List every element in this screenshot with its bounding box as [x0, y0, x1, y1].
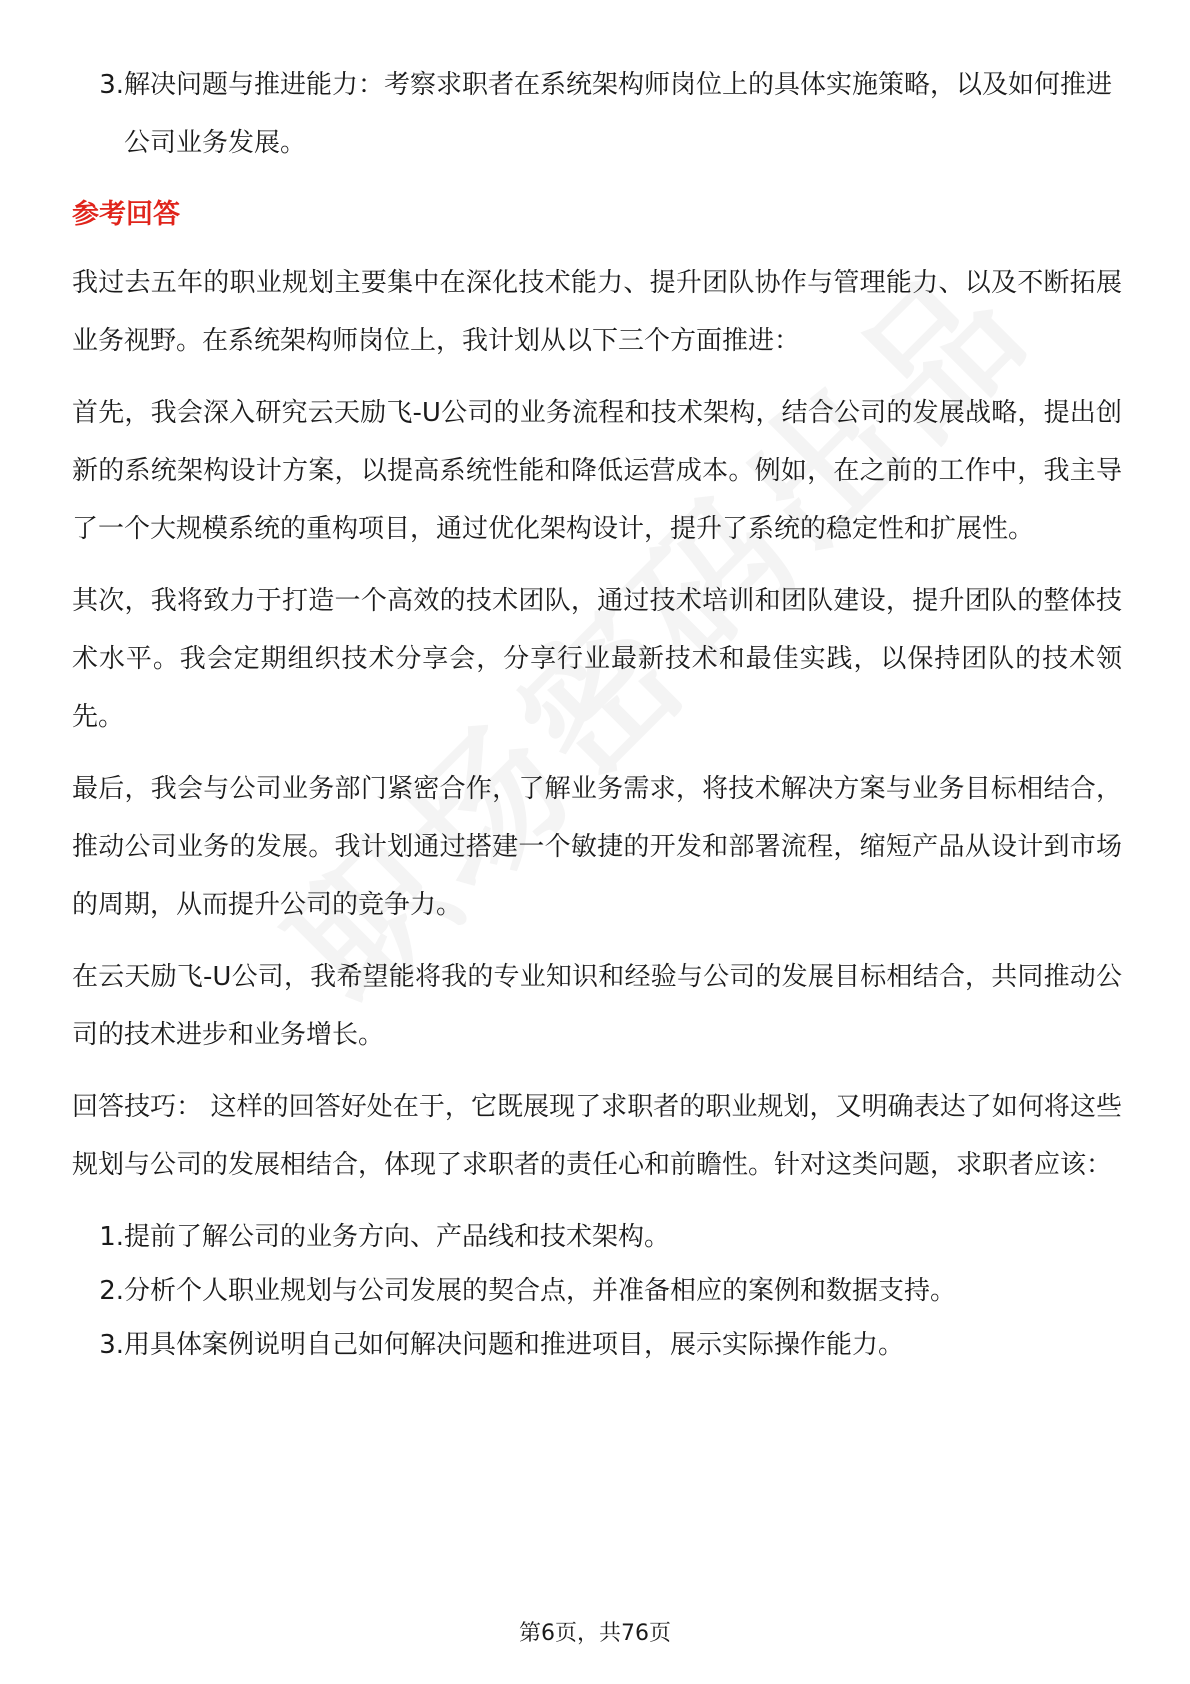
top-ordered-list	[72, 56, 1122, 172]
list-item-number: 3.	[99, 1330, 124, 1360]
list-item-text: 解决问题与推进能力：考察求职者在系统架构师岗位上的具体实施策略，以及如何推进公司业务发展。	[124, 70, 1113, 158]
answer-paragraph: 我过去五年的职业规划主要集中在深化技术能力、提升团队协作与管理能力、以及不断拓展业务视野。在系统架构师岗位上，我计划从以下三个方面推进：	[72, 268, 1122, 356]
list-item-text: 提前了解公司的业务方向、产品线和技术架构。	[124, 1222, 671, 1252]
list-item	[72, 1210, 1122, 1264]
page-footer: 第6页，共76页	[519, 1621, 671, 1646]
answer-paragraph: 首先，我会深入研究云天励飞-U公司的业务流程和技术架构，结合公司的发展战略，提出创新的系统架构设计方案，以提高系统性能和降低运营成本。例如，在之前的工作中，我主导了一个大规模系统的重构项目，通过优化架构设计，提升了系统的稳定性和扩展性。	[72, 398, 1122, 544]
list-item-text: 用具体案例说明自己如何解决问题和推进项目，展示实际操作能力。	[124, 1330, 905, 1360]
list-item-number: 2.	[99, 1276, 124, 1306]
list-item	[72, 1318, 1122, 1372]
answer-paragraph: 最后，我会与公司业务部门紧密合作，了解业务需求，将技术解决方案与业务目标相结合，推动公司业务的发展。我计划通过搭建一个敏捷的开发和部署流程，缩短产品从设计到市场的周期，从而提升公司的竞争力。	[72, 774, 1122, 920]
list-item-number: 1.	[99, 1222, 124, 1252]
list-item	[72, 56, 1122, 172]
list-item-text: 分析个人职业规划与公司发展的契合点，并准备相应的案例和数据支持。	[124, 1276, 957, 1306]
page-content	[72, 56, 1122, 1372]
tips-paragraph: 回答技巧： 这样的回答好处在于，它既展现了求职者的职业规划，又明确表达了如何将这些规划与公司的发展相结合，体现了求职者的责任心和前瞻性。针对这类问题，求职者应该：	[72, 1092, 1122, 1180]
section-title: 参考回答	[72, 199, 180, 230]
list-item-number: 3.	[99, 70, 124, 100]
list-item	[72, 1264, 1122, 1318]
answer-paragraph: 其次，我将致力于打造一个高效的技术团队，通过技术培训和团队建设，提升团队的整体技术水平。我会定期组织技术分享会，分享行业最新技术和最佳实践，以保持团队的技术领先。	[72, 586, 1122, 732]
answer-paragraph: 在云天励飞-U公司，我希望能将我的专业知识和经验与公司的发展目标相结合，共同推动公司的技术进步和业务增长。	[72, 962, 1122, 1050]
tips-ordered-list	[72, 1210, 1122, 1372]
